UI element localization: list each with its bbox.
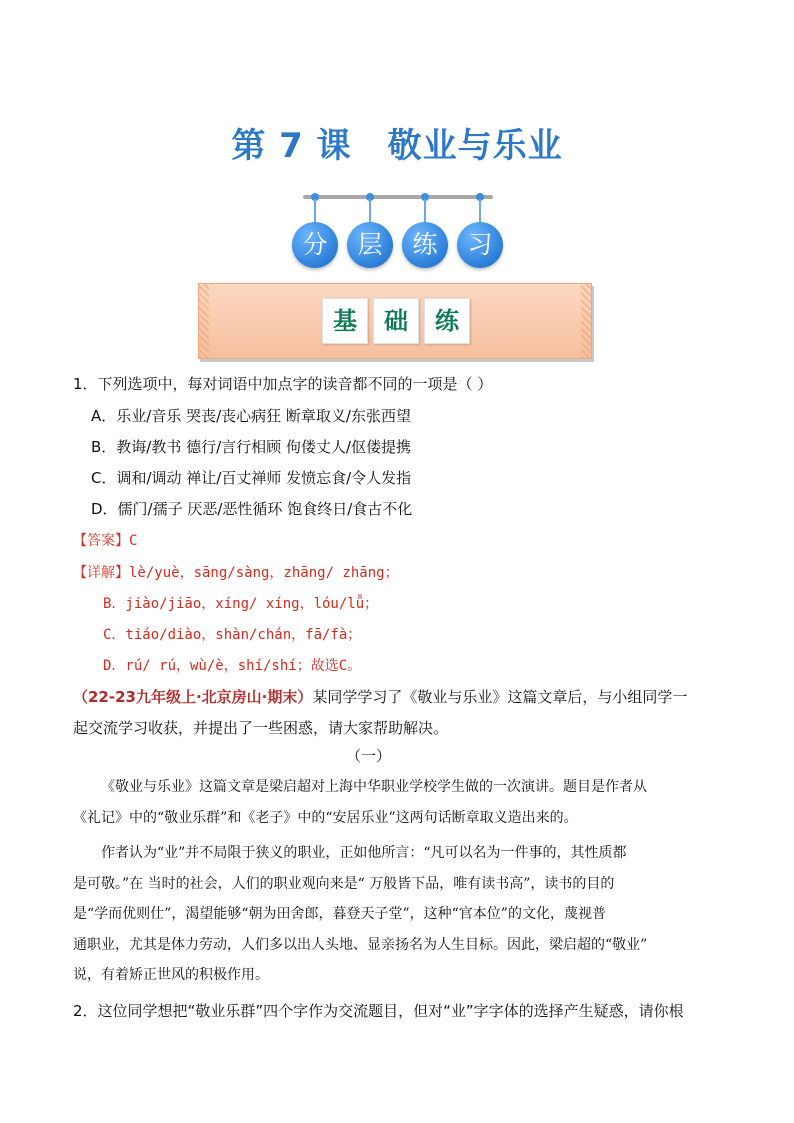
section-char: 础 [373, 298, 419, 344]
question-1-stem: 1．下列选项中，每对词语中加点字的读音都不同的一项是（ ） [73, 375, 493, 393]
q1-option-d: D．儒门/孺子 厌恶/恶性循环 饱食终日/食古不化 [91, 500, 413, 518]
passage-paragraph-1 [73, 772, 723, 833]
detail-line: D．rú/ rú，wù/è，shí/shí；故选C。 [103, 658, 362, 674]
paragraph-line: 是“学而优则仕”，渴望能够“朝为田舍郎，暮登天子堂”，这种“官本位”的文化，蔑视普 [73, 906, 606, 922]
question-2-stem: 2．这位同学想把“敬业乐群”四个字作为交流题目，但对“业”字字体的选择产生疑惑，请你根 [73, 1002, 684, 1020]
q1-answer [73, 530, 137, 550]
banner-stripe-left [199, 284, 209, 358]
badge-fen: 分 [292, 222, 338, 268]
badge-xi: 习 [457, 222, 503, 268]
paragraph-line: 《敬业与乐业》这篇文章是梁启超对上海中华职业学校学生做的一次演讲。题目是作者从 [101, 779, 647, 795]
paragraph-line: 是可敬。”在 当时的社会，人们的职业观向来是“ 万般皆下品，唯有读书高”，读书的目的 [73, 875, 615, 892]
detail-tag: 【详解】 [73, 565, 129, 581]
paragraph-line: 说，有着矫正世风的积极作用。 [73, 967, 269, 983]
q1-option-c: C．调和/调动 禅让/百丈禅师 发愤忘食/令人发指 [91, 469, 412, 487]
answer-tag: 【答案】 [73, 533, 129, 549]
q1-option-b: B．教诲/教书 德行/言行相顾 佝偻丈人/伛偻提携 [91, 438, 411, 456]
paragraph-line: 通职业，尤其是体力劳动，人们多以出人头地、显亲扬名为人生目标。因此，梁启超的“敬业” [73, 936, 648, 953]
detail-line: B．jiào/jiāo，xíng/ xíng，lóu/lǚ； [103, 596, 379, 612]
detail-line: lè/yuè，sāng/sàng，zhāng/ zhāng； [129, 565, 399, 581]
section-char: 基 [322, 298, 368, 344]
badge-ceng: 层 [347, 222, 393, 268]
lesson-number: 第 7 课 [231, 126, 352, 166]
passage-paragraph-2 [73, 838, 723, 991]
answer-value: C [129, 533, 138, 549]
badge-lian: 练 [402, 222, 448, 268]
paragraph-line: 作者认为“业”并不局限于狭义的职业，正如他所言：“凡可以名为一件事的，其性质都 [101, 845, 627, 861]
detail-line: C．tiáo/diào，shàn/chán，fā/fà； [103, 627, 362, 643]
q1-option-a: A．乐业/音乐 哭丧/丧心病狂 断章取义/东张西望 [91, 407, 411, 425]
source-citation: （22-23九年级上·北京房山·期末） [73, 688, 313, 706]
intro-text: 某同学学习了《敬业与乐业》这篇文章后，与小组同学一 [312, 688, 688, 706]
lesson-title: 敬业与乐业 [387, 126, 563, 166]
passage-intro-line-1 [73, 686, 687, 707]
badge-rail [303, 195, 493, 199]
part-heading: （一） [345, 747, 391, 765]
section-char: 练 [424, 298, 470, 344]
section-label [322, 298, 470, 342]
paragraph-line: 《礼记》中的“敬业乐群”和《老子》中的“安居乐业”这两句话断章取义造出来的。 [73, 809, 578, 826]
page-title [0, 118, 794, 167]
banner-stripe-right [581, 284, 591, 358]
passage-intro-line-2: 起交流学习收获，并提出了一些困惑，请大家帮助解决。 [73, 719, 449, 737]
q1-detail [73, 562, 399, 582]
